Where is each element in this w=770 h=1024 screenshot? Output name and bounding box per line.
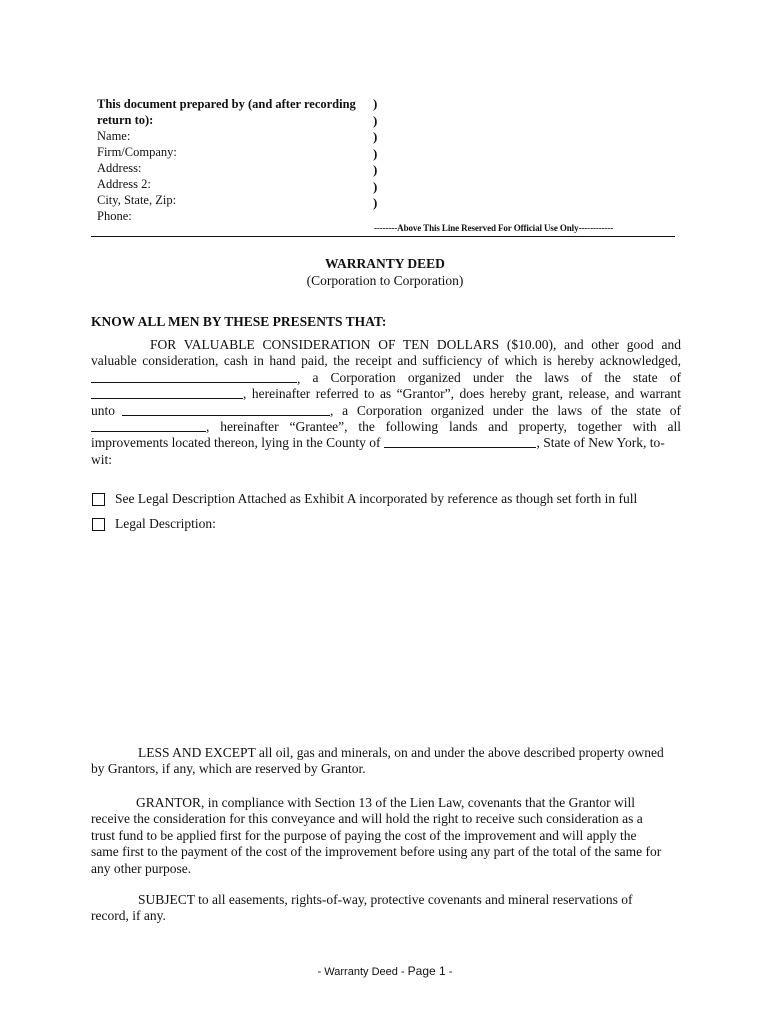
city-state-zip-label: City, State, Zip: xyxy=(97,193,177,207)
legal-description-label: Legal Description: xyxy=(115,516,216,531)
grantee-state-blank[interactable] xyxy=(91,419,206,432)
preparer-block xyxy=(97,96,356,224)
consideration-line5: , a Corporation organized under the laws of the state of xyxy=(330,402,681,418)
exhibit-a-option[interactable] xyxy=(91,491,637,507)
document-subtitle: (Corporation to Corporation) xyxy=(306,273,464,288)
lien-law-line2: receive the consideration for this conveyance and will hold the right to receive such consideration as a xyxy=(91,811,643,827)
grantor-state-blank[interactable] xyxy=(91,386,243,399)
document-title: WARRANTY DEED xyxy=(325,256,445,271)
grantor-name-blank[interactable] xyxy=(91,370,297,383)
consideration-line7a: improvements located thereon, lying in the County of xyxy=(91,435,381,451)
paren: ) xyxy=(373,96,378,111)
paren: ) xyxy=(373,162,378,177)
consideration-line2: valuable consideration, cash in hand paid, the receipt and sufficiency of which is hereby acknowledged, xyxy=(91,353,681,369)
firm-label: Firm/Company: xyxy=(97,145,177,159)
lien-law-paragraph xyxy=(91,795,683,877)
subject-to-line1: SUBJECT to all easements, rights-of-way, protective covenants and mineral reservations of xyxy=(138,892,633,907)
footer-suffix: - xyxy=(445,966,453,978)
paren: ) xyxy=(373,178,378,194)
page-number: Page 1 xyxy=(407,964,446,978)
reserved-line-text: --------Above This Line Reserved For Official Use Only------------ xyxy=(374,223,614,233)
less-except-line2: by Grantors, if any, which are reserved by Grantor. xyxy=(91,761,366,777)
preparer-heading-line1: This document prepared by (and after recording xyxy=(97,97,356,111)
paren: ) xyxy=(373,112,378,128)
consideration-line6: , hereinafter “Grantee”, the following lands and property, together with all xyxy=(206,418,681,434)
consideration-line7b: , State of New York, to- xyxy=(536,435,665,451)
paren: ) xyxy=(373,145,378,161)
lien-law-line1: GRANTOR, in compliance with Section 13 of the Lien Law, covenants that the Grantor will xyxy=(136,795,636,810)
phone-label: Phone: xyxy=(97,209,132,223)
consideration-paragraph xyxy=(91,337,681,468)
subject-to-paragraph xyxy=(91,892,683,925)
consideration-line4: , hereinafter referred to as “Grantor”, does hereby grant, release, and warrant xyxy=(243,386,681,402)
lien-law-line3: trust fund to be applied first for the purpose of paying the cost of the improvement and will apply the xyxy=(91,827,637,843)
paragraph-line: , a Corporation organized under the laws of the state of xyxy=(91,370,681,386)
consideration-line8: wit: xyxy=(91,451,113,467)
paragraph-line xyxy=(91,353,681,369)
paragraph-line xyxy=(91,435,681,451)
subject-to-line2: record, if any. xyxy=(91,908,166,924)
legal-description-option[interactable] xyxy=(91,516,216,532)
exhibit-a-checkbox[interactable] xyxy=(92,493,105,506)
name-label: Name: xyxy=(97,129,131,143)
address-label: Address: xyxy=(97,161,142,175)
know-all-heading: KNOW ALL MEN BY THESE PRESENTS THAT: xyxy=(91,314,387,329)
separator-rule xyxy=(91,236,675,237)
paragraph-line: unto , a Corporation organized under the laws of the state of xyxy=(91,402,681,418)
grantee-name-blank[interactable] xyxy=(122,403,330,416)
paragraph-line xyxy=(91,386,681,402)
lien-law-line5: any other purpose. xyxy=(91,860,192,876)
exhibit-a-label: See Legal Description Attached as Exhibit A incorporated by reference as though set forth in full xyxy=(115,491,638,506)
less-except-line1: LESS AND EXCEPT all oil, gas and minerals, on and under the above described property owned xyxy=(138,745,664,760)
paragraph-line xyxy=(91,419,681,435)
paragraph-line xyxy=(91,452,681,468)
paren: ) xyxy=(373,129,378,144)
paren: ) xyxy=(373,195,378,210)
preparer-heading-line2: return to): xyxy=(97,113,154,127)
consideration-line1: FOR VALUABLE CONSIDERATION OF TEN DOLLARS ($10.00), and other good and xyxy=(150,337,681,352)
page-footer xyxy=(0,964,770,978)
bracket-column xyxy=(373,96,377,212)
footer-prefix: - Warranty Deed - xyxy=(317,966,408,978)
legal-description-checkbox[interactable] xyxy=(92,518,105,531)
address2-label: Address 2: xyxy=(97,177,151,191)
lien-law-line4: same first to the payment of the cost of the improvement before using any part of the total of the same for xyxy=(91,844,662,860)
paragraph-line xyxy=(91,337,681,353)
less-and-except-paragraph xyxy=(91,745,683,778)
county-blank[interactable] xyxy=(384,435,536,448)
